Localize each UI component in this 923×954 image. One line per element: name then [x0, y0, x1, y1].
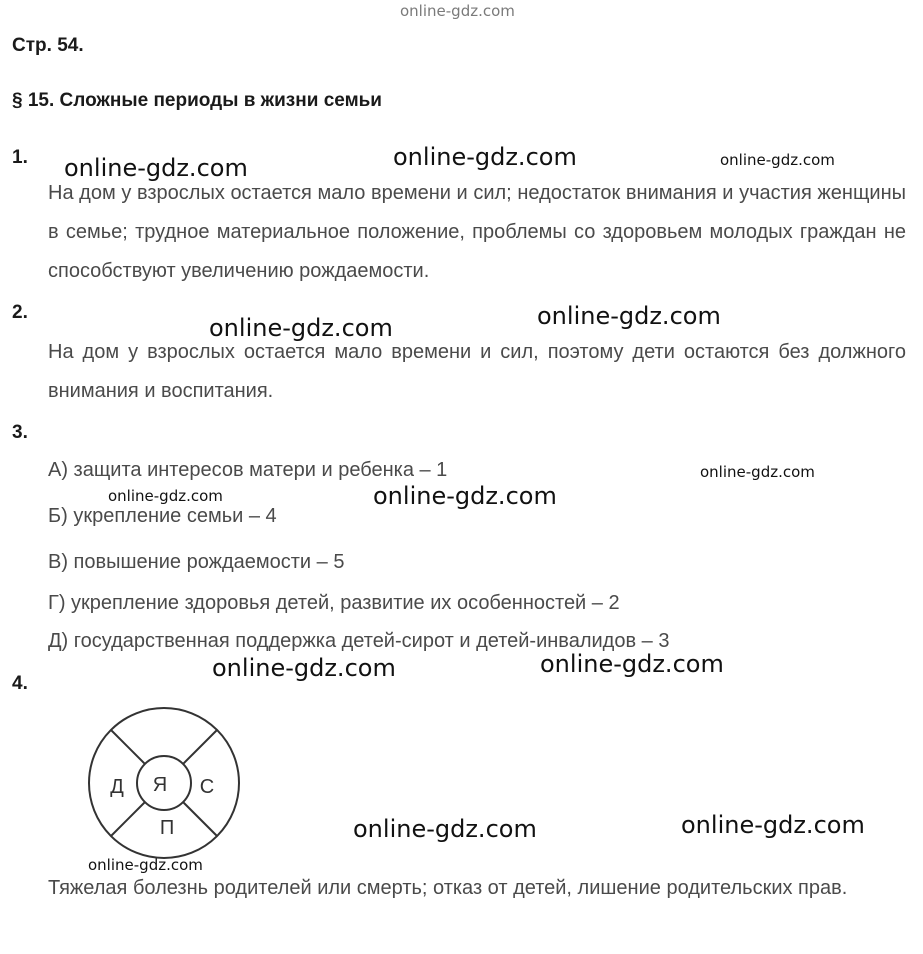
watermark: online-gdz.com — [212, 654, 396, 682]
watermark: online-gdz.com — [681, 811, 865, 839]
list-item: Г) укрепление здоровья детей, развитие их особенностей – 2 — [48, 592, 620, 614]
divider-line — [111, 802, 145, 836]
list-item: Д) государственная поддержка детей-сирот и детей-инвалидов – 3 — [48, 630, 670, 652]
watermark: online-gdz.com — [700, 463, 815, 481]
page-reference: Стр. 54. — [12, 35, 84, 56]
watermark-top: online-gdz.com — [400, 2, 515, 20]
list-item: А) защита интересов матери и ребенка – 1 — [48, 459, 448, 481]
divider-line — [183, 730, 217, 764]
diagram-bottom-label: П — [159, 817, 175, 839]
watermark: online-gdz.com — [393, 143, 577, 171]
question-3-number: 3. — [12, 422, 28, 443]
watermark: online-gdz.com — [64, 154, 248, 182]
watermark: online-gdz.com — [88, 856, 203, 874]
question-1-number: 1. — [12, 147, 28, 168]
divider-line — [111, 730, 145, 764]
family-circle-diagram — [84, 703, 244, 863]
watermark: online-gdz.com — [108, 487, 223, 505]
watermark: online-gdz.com — [353, 815, 537, 843]
watermark: online-gdz.com — [373, 482, 557, 510]
watermark: online-gdz.com — [209, 314, 393, 342]
answer-4-text: Тяжелая болезнь родителей или смерть; отказ от детей, лишение родительских прав. — [48, 877, 848, 899]
question-4-number: 4. — [12, 673, 28, 694]
watermark: online-gdz.com — [540, 650, 724, 678]
watermark: online-gdz.com — [720, 151, 835, 169]
answer-1-text: На дом у взрослых остается мало времени и сил; недостаток внимания и участия женщины в семье; трудное материальное положение, проблемы со здоровьем молодых граждан не способствуют увеличению рождаемости. — [48, 182, 906, 282]
watermark: online-gdz.com — [537, 302, 721, 330]
answer-2-text: На дом у взрослых остается мало времени и сил, поэтому дети остаются без должного внимания и воспитания. — [48, 341, 906, 402]
list-item: Б) укрепление семьи – 4 — [48, 505, 277, 527]
divider-line — [183, 802, 217, 836]
diagram-center-label: Я — [152, 774, 168, 796]
question-2-number: 2. — [12, 302, 28, 323]
section-title: § 15. Сложные периоды в жизни семьи — [12, 90, 382, 111]
diagram-left-label: Д — [110, 776, 124, 798]
diagram-right-label: С — [199, 776, 215, 798]
list-item: В) повышение рождаемости – 5 — [48, 551, 345, 573]
